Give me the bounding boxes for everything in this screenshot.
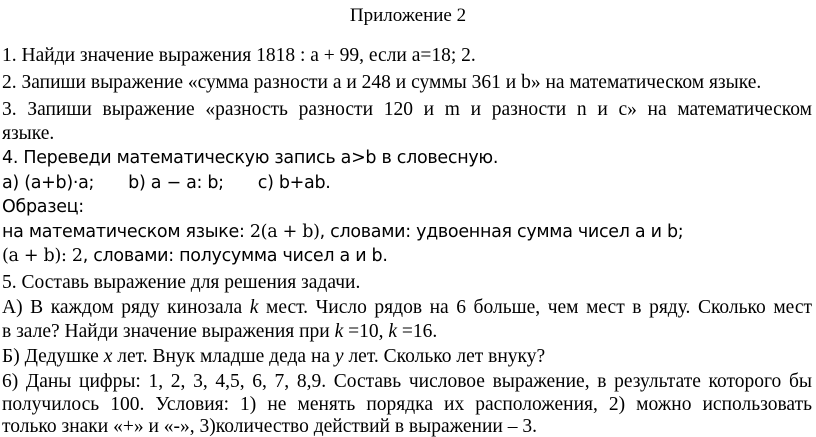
task-5b-var-y: y bbox=[334, 346, 344, 367]
sample-line-1 bbox=[2, 224, 812, 242]
sample-line-2-math: (a + b): 2 bbox=[2, 246, 83, 266]
task-5a-var-k: k bbox=[249, 297, 259, 318]
task-6-line-2: получилось 100. Условия: 1) не менять порядка их расположения, 2) можно использовать bbox=[2, 394, 812, 415]
task-5a-line-2-p3: =16. bbox=[397, 321, 438, 342]
sample-line-1-prefix: на математическом языке: bbox=[2, 222, 250, 242]
task-5b-var-x: x bbox=[103, 346, 113, 367]
task-4-option-c: c) b+ab. bbox=[257, 173, 331, 193]
task-5b-p3: лет. Сколько лет внуку? bbox=[343, 346, 546, 367]
page-title: Приложение 2 bbox=[349, 5, 467, 26]
task-5a-var-k-1: k bbox=[334, 321, 344, 342]
task-4-options bbox=[2, 175, 812, 193]
task-6-line-3: только знаки «+» и «-», 3)количество действий в выражении – 3. bbox=[2, 416, 537, 437]
task-5b-p1: Б) Дедушке bbox=[2, 346, 104, 367]
task-3-line-1: 3. Запиши выражение «разность разности 120 и m и разности n и с» на математическом bbox=[2, 99, 812, 120]
task-4-option-a: а) (a+b)·a; bbox=[2, 173, 95, 193]
task-5a-line-1-p1: А) В каждом ряду кинозала bbox=[2, 297, 250, 318]
sample-label: Образец: bbox=[2, 197, 84, 217]
task-5a-line-2-p1: в зале? Найди значение выражения при bbox=[2, 321, 335, 342]
sample-line-1-suffix: , словами: удвоенная сумма чисел а и b; bbox=[319, 222, 684, 242]
task-5: 5. Составь выражение для решения задачи. bbox=[2, 272, 361, 293]
task-4: 4. Переведи математическую запись a>b в словесную. bbox=[2, 148, 499, 168]
task-5a-var-k-2: k bbox=[388, 321, 398, 342]
sample-line-2 bbox=[2, 248, 812, 266]
task-5b bbox=[2, 347, 812, 367]
task-6-line-1: 6) Даны цифры: 1, 2, 3, 4,5, 6, 7, 8,9. Составь числовое выражение, в результате которого бы bbox=[2, 371, 812, 392]
task-5a-line-1-p2: мест. Число рядов на 6 больше, чем мест в ряду. Сколько мест bbox=[258, 297, 813, 318]
sample-line-1-math: 2(a + b) bbox=[249, 222, 320, 242]
task-4-option-b: b) а − a: b; bbox=[128, 173, 224, 193]
task-1: 1. Найди значение выражения 1818 : а + 99, если а=18; 2. bbox=[2, 45, 476, 66]
task-5a-line-2 bbox=[2, 322, 812, 342]
task-5a-line-2-p2: =10, bbox=[343, 321, 389, 342]
task-2: 2. Запиши выражение «сумма разности а и 248 и суммы 361 и b» на математическом языке. bbox=[2, 72, 762, 93]
task-5a-line-1 bbox=[2, 298, 812, 318]
task-3-line-2: языке. bbox=[2, 123, 55, 144]
sample-line-2-suffix: , словами: полусумма чисел а и b. bbox=[82, 246, 388, 266]
task-5b-p2: лет. Внук младше деда на bbox=[112, 346, 335, 367]
